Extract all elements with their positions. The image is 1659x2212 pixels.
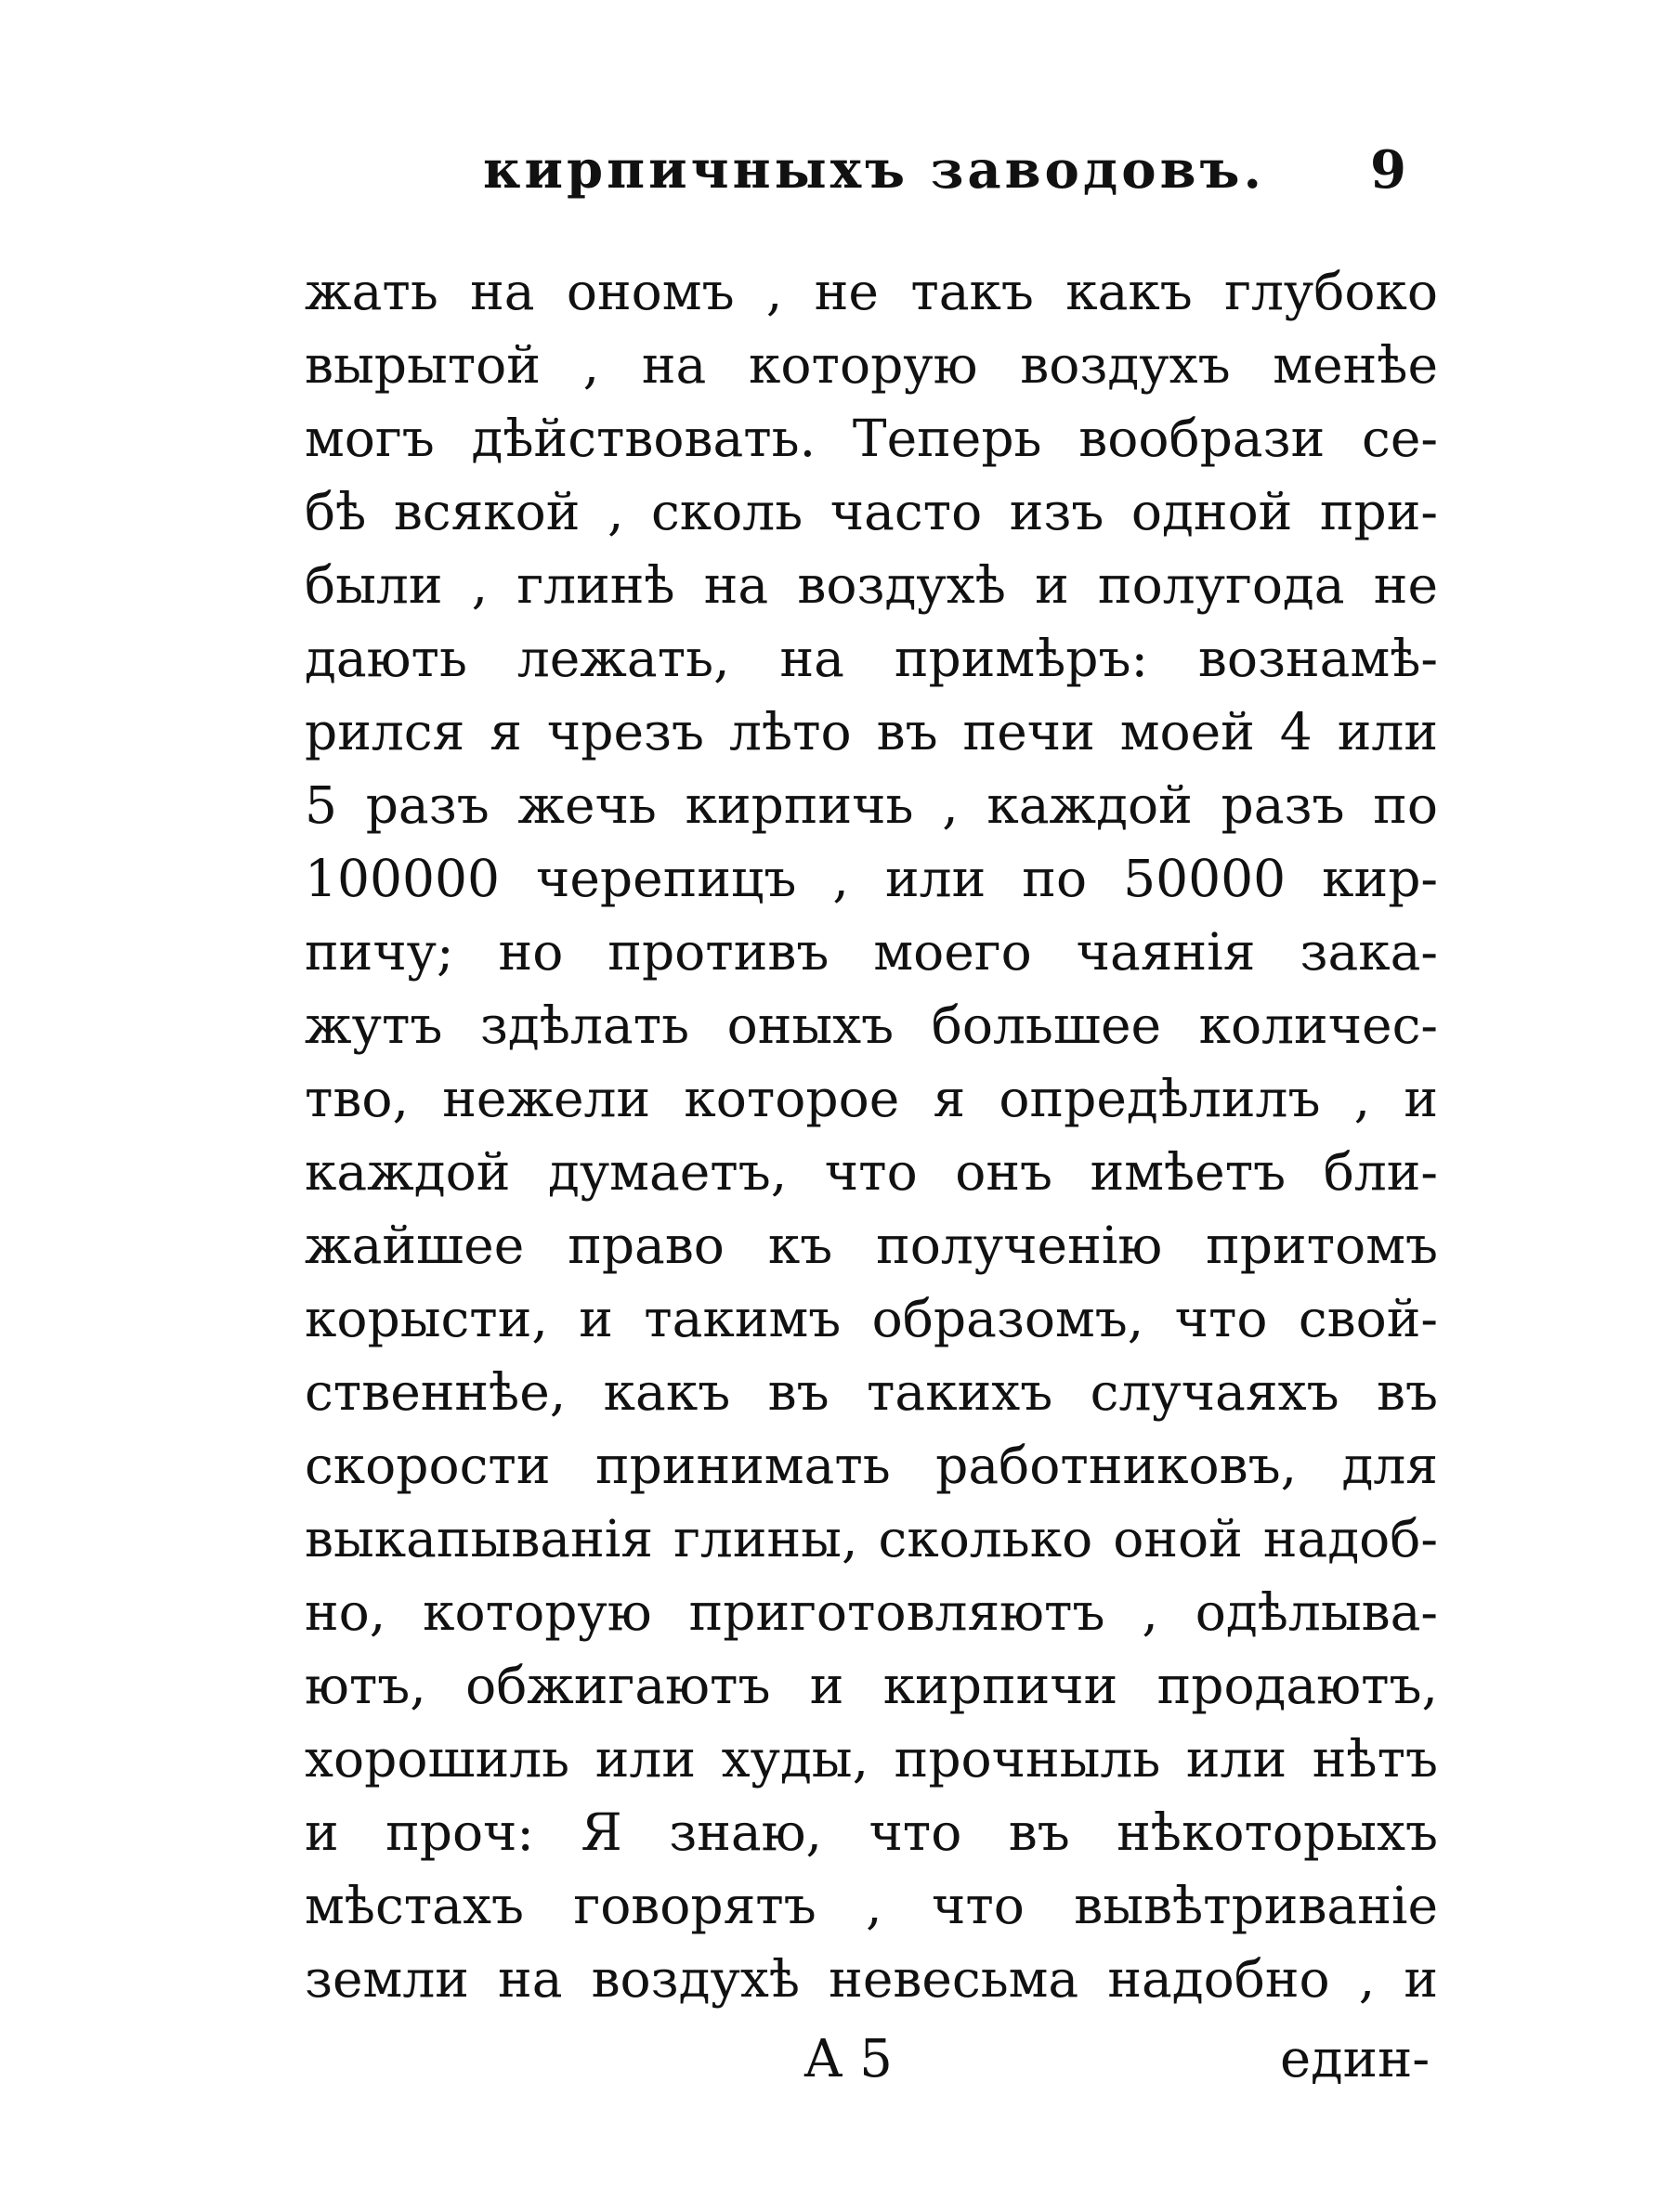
text-line: были , глинѣ на воздухѣ и полугода не	[305, 555, 1438, 615]
text-line: жать на ономъ , не такъ какъ глубоко	[305, 262, 1438, 321]
text-line: пичу; но противъ моего чаянія зака-	[305, 922, 1438, 982]
text-line: тво, нежели которое я опредѣлилъ , и	[305, 1069, 1438, 1128]
text-line: бѣ всякой , сколь часто изъ одной при-	[305, 482, 1438, 541]
text-line: 5 разъ жечь кирпичь , каждой разъ по	[305, 775, 1438, 835]
text-line: жайшее право къ полученію притомъ	[305, 1216, 1438, 1275]
text-line: могъ дѣйствовать. Теперь вообрази се-	[305, 409, 1438, 468]
text-line: земли на воздухѣ невесьма надобно , и	[305, 1949, 1438, 2009]
text-line: мѣстахъ говорятъ , что вывѣтриваніе	[305, 1876, 1438, 1935]
running-title: кирпичныхъ заводовъ.	[483, 139, 1265, 201]
text-line: но, которую приготовляютъ , одѣлыва-	[305, 1582, 1438, 1642]
text-line: рился я чрезъ лѣто въ печи моей 4 или	[305, 702, 1438, 761]
text-line: каждой думаетъ, что онъ имѣетъ бли-	[305, 1142, 1438, 1202]
body-text	[305, 255, 1438, 2016]
text-line: вырытой , на которую воздухъ менѣе	[305, 335, 1438, 395]
text-line: скорости принимать работниковъ, для	[305, 1436, 1438, 1495]
text-line: дають лежать, на примѣръ: вознамѣ-	[305, 629, 1438, 688]
text-line: хорошиль или худы, прочныль или нѣтъ	[305, 1729, 1438, 1789]
text-line: корысти, и такимъ образомъ, что свой-	[305, 1289, 1438, 1348]
text-line: ютъ, обжигаютъ и кирпичи продаютъ,	[305, 1656, 1438, 1715]
text-line: ственнѣе, какъ въ такихъ случаяхъ въ	[305, 1362, 1438, 1422]
text-line: 100000 черепицъ , или по 50000 кир-	[305, 849, 1438, 908]
text-line: выкапыванія глины, сколько оной надоб-	[305, 1509, 1438, 1568]
page-number: 9	[1370, 139, 1406, 201]
text-line: жутъ здѣлать оныхъ большее количес-	[305, 995, 1438, 1055]
catchword: един-	[1280, 2029, 1430, 2089]
text-line: и проч: Я знаю, что въ нѣкоторыхъ	[305, 1802, 1438, 1862]
signature-mark: А 5	[803, 2029, 893, 2089]
